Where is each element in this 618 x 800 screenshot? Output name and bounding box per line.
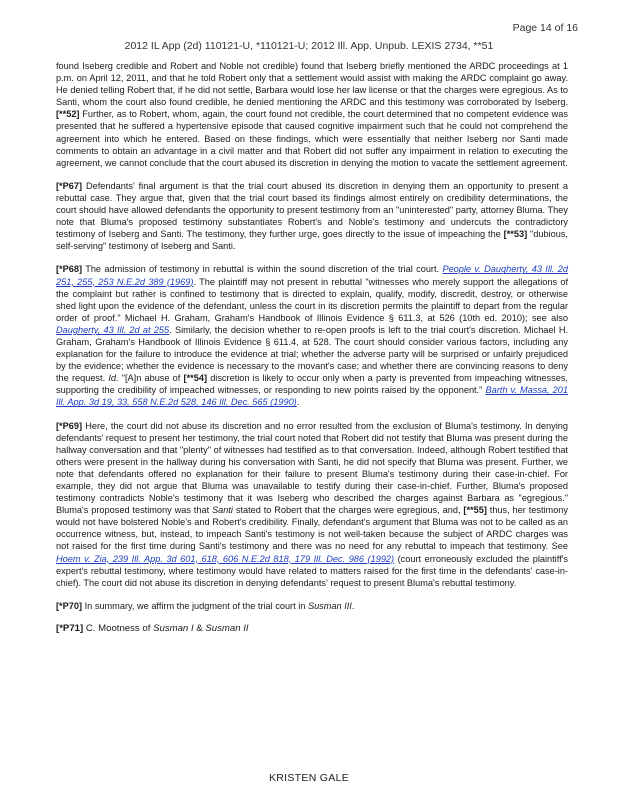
text: . bbox=[296, 397, 300, 408]
id-citation: Id. bbox=[108, 373, 119, 384]
case-name: Susman I bbox=[153, 622, 194, 634]
text: & bbox=[196, 622, 203, 634]
paragraph-marker: [*P69] bbox=[56, 420, 83, 431]
text: C. Mootness of bbox=[85, 622, 151, 634]
star-page-marker: [**55] bbox=[463, 505, 487, 516]
case-link-hoem[interactable]: Hoem v. Zia, 239 Ill. App. 3d 601, 618, 606 N.E.2d 818, 179 Ill. Dec. 986 (1992) bbox=[56, 553, 395, 564]
text: "dubious, self-serving" testimony of Iseberg and Santi. bbox=[56, 229, 568, 252]
case-link-barth[interactable]: Barth v. Massa, 201 Ill. App. 3d 19, 33, 558 N.E.2d 528, 146 Ill. Dec. 565 (1990) bbox=[56, 385, 568, 408]
star-page-marker: [**54] bbox=[183, 373, 208, 384]
text: (court erroneously excluded the plaintiff's expert's rebuttal testimony, where testimony would have related to matters raised for the first time in the defendants' case-in-chief). The court did not abuse its discretion in denying defendants' request to present Bluma's rebuttal testimony. bbox=[56, 553, 568, 588]
case-link-daugherty[interactable]: People v. Daugherty, 43 Ill. 2d 251, 255, 253 N.E.2d 389 (1969) bbox=[56, 264, 568, 287]
text: "[A]n abuse of bbox=[121, 373, 181, 384]
citation-header: 2012 IL App (2d) 110121-U, *110121-U; 2012 Ill. App. Unpub. LEXIS 2734, **51 bbox=[124, 40, 494, 52]
paragraph-continuation bbox=[56, 60, 568, 169]
document-body bbox=[56, 60, 568, 646]
case-name: Susman II bbox=[205, 622, 249, 634]
paragraph-marker: [*P71] bbox=[56, 622, 84, 634]
paragraph-68 bbox=[56, 263, 568, 408]
paragraph-67 bbox=[56, 180, 568, 253]
text: In summary, we affirm the judgment of the trial court in bbox=[84, 600, 306, 611]
text: . bbox=[351, 600, 355, 611]
text: discretion is likely to occur only when a party is prevented from impeaching witnesses, supporting the credibility of impeached witnesses, or responding to new points raised by the opponent." bbox=[56, 373, 568, 396]
text: Here, the court did not abuse its discretion and no error resulted from the exclusion of Bluma's testimony. In denying defendants' request to present her testimony, the trial court noted that Robert did not testify that Bluma was present during the hallway conversation and that "plenty" of witnesses had testified as to that conversation. Indeed, although Robert testified that others were present in the hallway during his conversation with Santi, he did not specify that Bluma was present. Further, we note that defendants offered no explanation for their failure to present Bluma's testimony during their case-in-chief. For example, they did not argue that Bluma was unavailable to testify during their case-in-chief. Further, Bluma's proposed testimony contradicts Noble's testimony that it was Iseberg who described the charges against Barbara as "egregious." Bluma's proposed testimony was that bbox=[56, 420, 568, 516]
text: . The plaintiff may not present in rebuttal "witnesses who merely support the allegations of the complaint but rather is confined to testimony that is directed to explain, qualify, modify, discredit, destroy, or otherwise shed light upon the evidence of the defendant, unless the court in its discretion permits the plaintiff to depart from the regular order of proof." Michael H. Graham, Graham's Handbook of Illinois Evidence § 611.3, at 526 (10th ed. 2010); see also bbox=[56, 276, 568, 323]
text: thus, her testimony would not have bolstered Noble's and Robert's credibility. Finally, defendant's argument that Bluma was not to be called as an occurrence witness, but, instead, to impeach Santi's testimony is not well-taken because the subject of ARDC charges was not raised for the first time during Santi's testimony and there was no need for any rebuttal to impeach that testimony. See bbox=[56, 505, 569, 552]
text: found Iseberg credible and Robert and Noble not credible) found that Iseberg briefly mentioned the ARDC proceedings at 1 p.m. on April 12, 2011, and that he told Robert only that a settlement would assist with making the ARDC complaint go away. He denied telling Robert that, if he did not settle, Barbara would lose her law license or that the charges were egregious. As to Santi, whom the court also found credible, he denied mentioning the ARDC and this testimony was corroborated by Iseberg. bbox=[56, 61, 568, 108]
text: Further, as to Robert, whom, again, the court found not credible, the court determined that no competent evidence was presented that he suffered a hypertensive episode that caused cognitive impairment such that he could not comprehend the agreement into which he entered. Based on these findings, which were essentially that neither Iseberg nor Santi made comments to obtain an advantage in a civil matter and that Robert did not suffer any impairment in relation to executing the agreement, we cannot conclude that the court abused its discretion in denying the motion to vacate the settlement agreement. bbox=[56, 109, 568, 168]
footer-name: KRISTEN GALE bbox=[268, 772, 350, 784]
text: Defendants' final argument is that the trial court abused its discretion in denying them an opportunity to present a rebuttal case. They argue that, given that the trial court based its findings almost entirely on credibility determinations, the court should have allowed defendants the opportunity to present testimony from an "uninterested" party, attorney Bluma. They note that Bluma's proposed testimony substantiates Robert's and Noble's testimony and undercuts the contradictory testimony of Iseberg and Santi. The testimony, they further urge, goes directly to the issue of impeaching the bbox=[56, 180, 568, 240]
case-link-daugherty-short[interactable]: Daugherty, 43 Ill. 2d at 255 bbox=[56, 324, 170, 335]
paragraph-marker: [*P67] bbox=[56, 180, 83, 191]
case-name: Susman III bbox=[307, 600, 352, 611]
text: stated to Robert that the charges were egregious, and, bbox=[235, 505, 461, 516]
section-heading-71 bbox=[56, 623, 568, 635]
text: The admission of testimony in rebuttal is within the sound discretion of the trial court. bbox=[85, 264, 440, 275]
paragraph-marker: [*P70] bbox=[56, 600, 83, 611]
paragraph-69 bbox=[56, 420, 568, 589]
page-number: Page 14 of 16 bbox=[512, 22, 578, 34]
emphasis-santi: Santi bbox=[212, 505, 233, 516]
paragraph-70 bbox=[56, 600, 568, 612]
paragraph-marker: [*P68] bbox=[56, 264, 83, 275]
text: . Similarly, the decision whether to re-open proofs is left to the trial court's discretion. Michael H. Graham, Graham's Handbook of Illinois Evidence § 611.4, at 528. The court should consider various factors, including any explanation for the failure to introduce the evidence at trial; whether the adverse party will be surprised or unfairly prejudiced by the evidence; whether the evidence is necessary to the movant's case; and whether there are convincing reasons to deny the request. bbox=[56, 324, 569, 384]
star-page-marker: [**53] bbox=[503, 229, 528, 240]
star-page-marker: [**52] bbox=[56, 109, 80, 120]
